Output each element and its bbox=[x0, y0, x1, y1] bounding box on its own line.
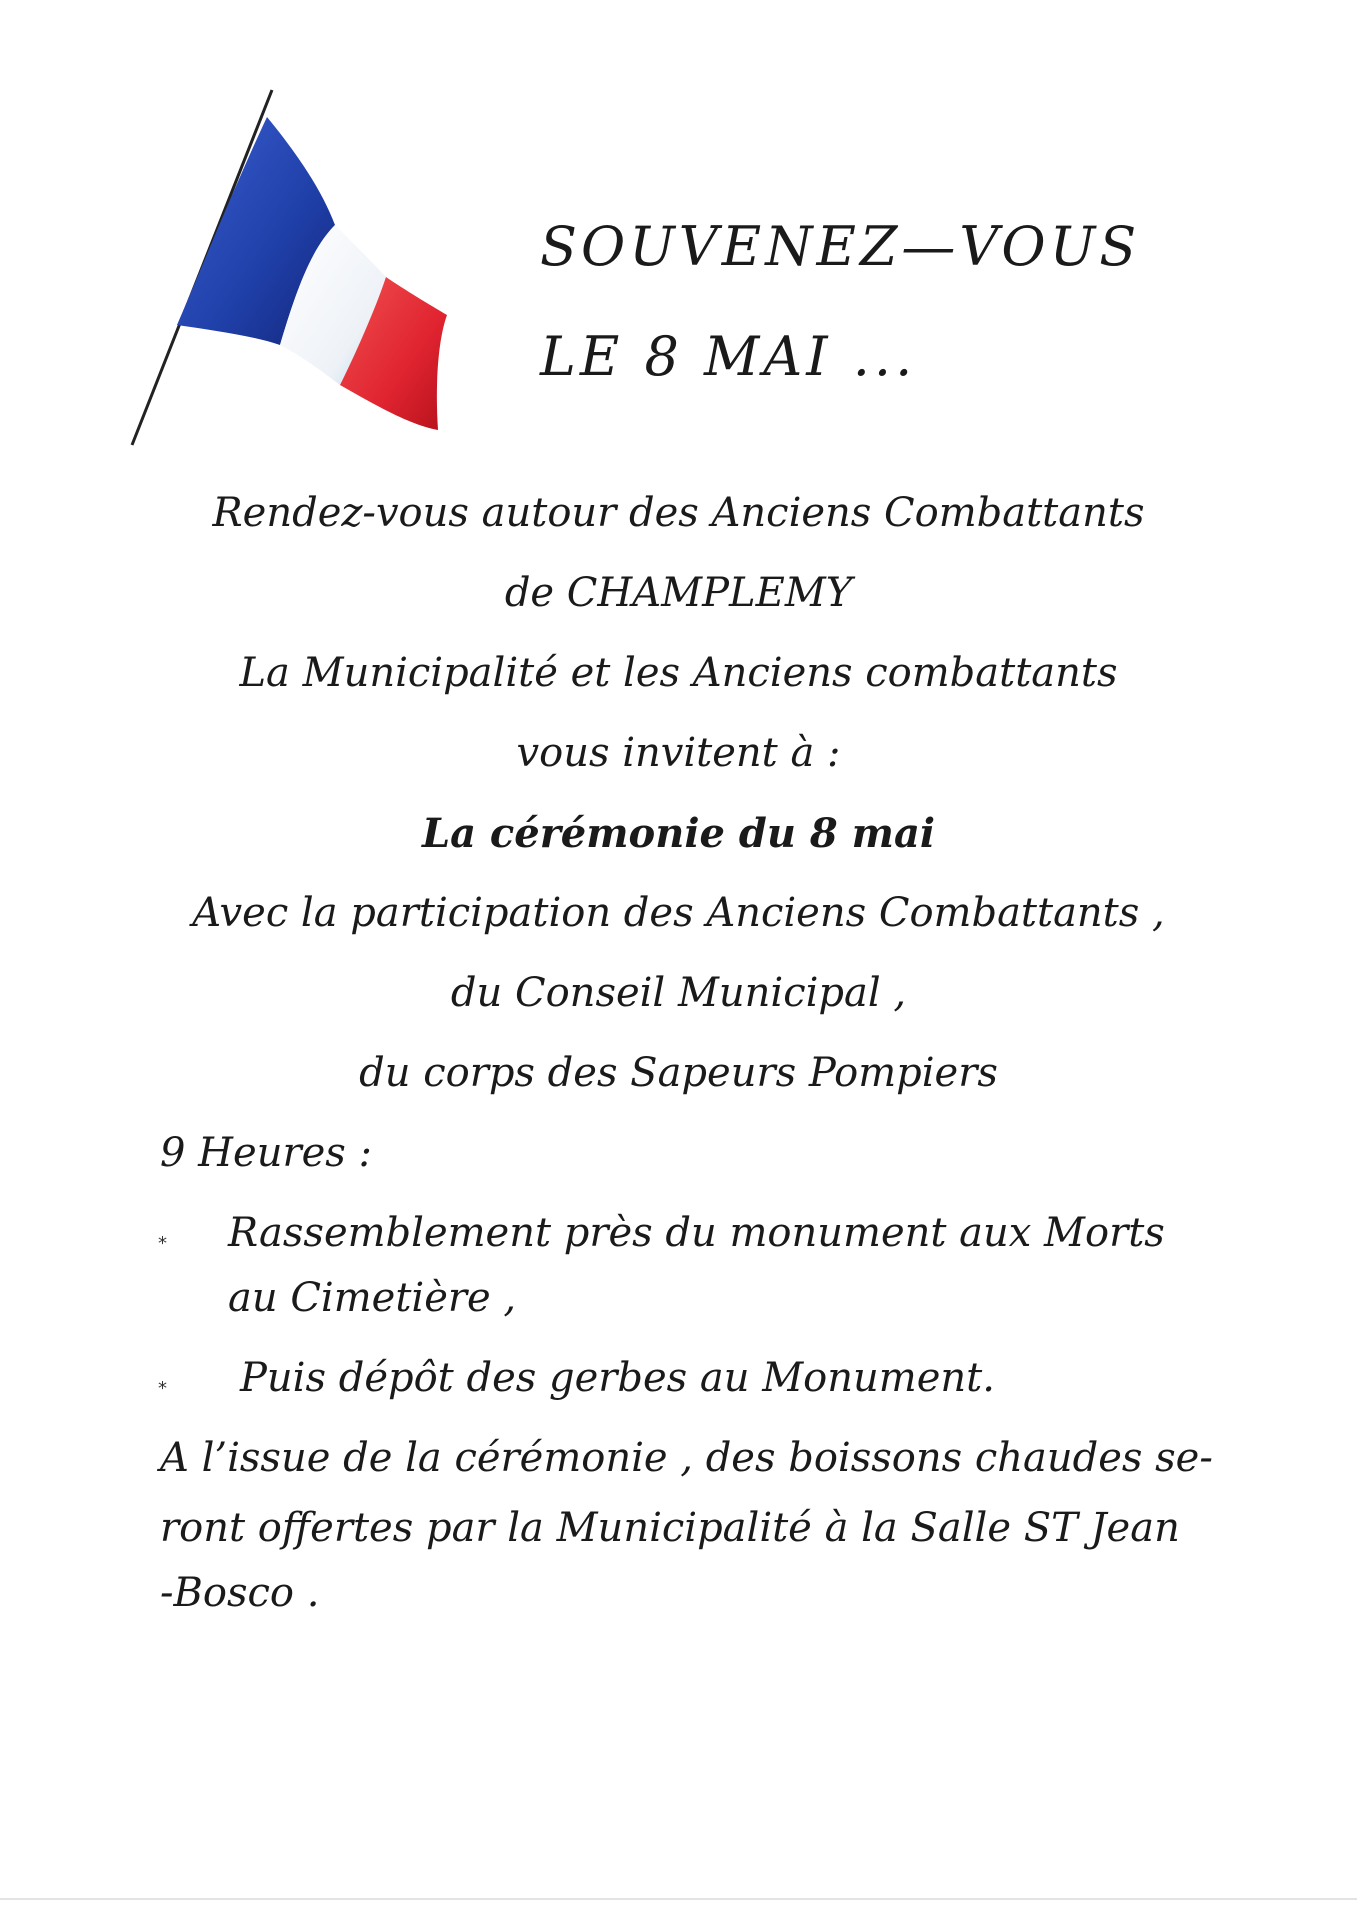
ceremony-heading: La cérémonie du 8 mai bbox=[421, 810, 936, 857]
participation-line-3: du corps des Sapeurs Pompiers bbox=[359, 1050, 998, 1096]
participation-line-2: du Conseil Municipal , bbox=[450, 970, 907, 1016]
scan-edge-line bbox=[0, 1898, 1357, 1900]
intro-line-1: Rendez-vous autour des Anciens Combattants bbox=[212, 490, 1145, 536]
invite-line-1: La Municipalité et les Anciens combattants bbox=[239, 650, 1118, 696]
bullet-1-line-2: au Cimetière , bbox=[228, 1275, 517, 1321]
french-flag-icon bbox=[120, 85, 460, 455]
closing-line-1: A l’issue de la cérémonie , des boissons chaudes se- bbox=[160, 1435, 1213, 1481]
intro-line-2: de CHAMPLEMY bbox=[504, 570, 853, 616]
time-label: 9 Heures : bbox=[160, 1130, 372, 1176]
bullet-2-line: Puis dépôt des gerbes au Monument. bbox=[240, 1355, 995, 1401]
closing-line-2: ront offertes par la Municipalité à la Salle ST Jean bbox=[160, 1505, 1180, 1551]
invite-line-2: vous invitent à : bbox=[516, 730, 841, 776]
title-line-2: LE 8 MAI ... bbox=[540, 325, 917, 388]
participation-line-1: Avec la participation des Anciens Combattants , bbox=[192, 890, 1165, 936]
title-line-1: SOUVENEZ—VOUS bbox=[540, 215, 1141, 278]
closing-line-3: -Bosco . bbox=[160, 1570, 320, 1616]
bullet-marker-2: * bbox=[158, 1378, 167, 1399]
bullet-marker-1: * bbox=[158, 1233, 167, 1254]
bullet-1-line-1: Rassemblement près du monument aux Morts bbox=[228, 1210, 1165, 1256]
